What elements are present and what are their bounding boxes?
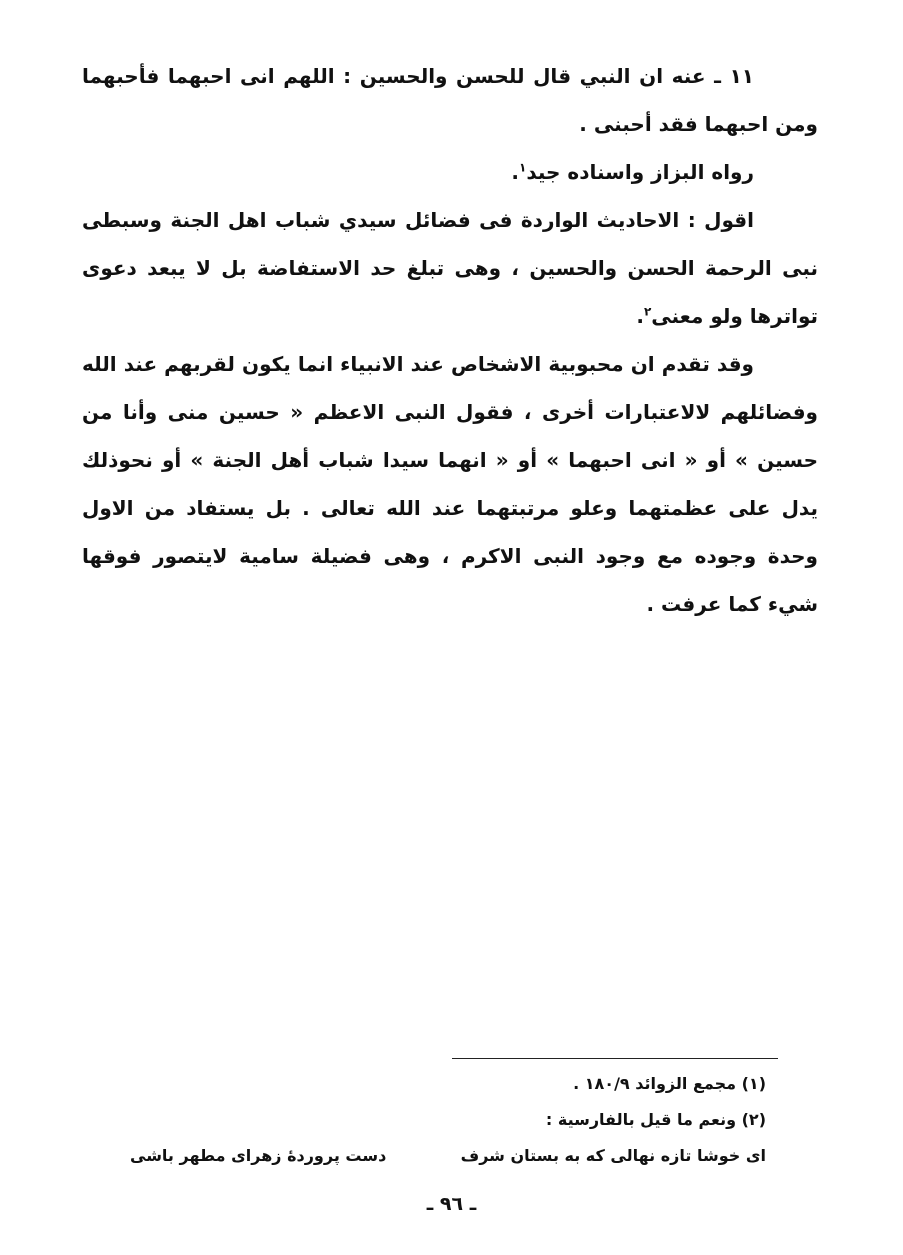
footnotes — [130, 1066, 766, 1174]
persian-verse — [130, 1138, 766, 1174]
verse-first-hemistich: اى خوشا تازه نهالى كه به بستان شرف — [460, 1146, 766, 1165]
narration-paragraph — [82, 148, 818, 196]
discussion-paragraph — [82, 340, 818, 628]
footnote-divider — [452, 1058, 778, 1059]
footnote-2: (٢) ونعم ما قيل بالفارسية : — [545, 1110, 766, 1129]
footnote-1: (١) مجمع الزوائد ١٨٠/٩ . — [573, 1074, 766, 1093]
hadith-text: ١١ ـ عنه ان النبي قال للحسن والحسين : اللهم انى احبهما فأحبهما ومن احبهما فقد أحبنى . — [82, 64, 818, 136]
footnote-marker-1[interactable]: ١ — [519, 160, 527, 175]
commentary-paragraph — [82, 196, 818, 340]
commentary-text: اقول : الاحاديث الواردة فى فضائل سيدي شباب اهل الجنة وسبطى نبى الرحمة الحسن والحسين ، وهى تبلغ حد الاستفاضة بل لا يبعد دعوى تواترها ولو معنى — [82, 208, 818, 328]
discussion-text: وقد تقدم ان محبوبية الاشخاص عند الانبياء انما يكون لقربهم عند الله وفضائلهم لالاعتبارات أخرى ، فقول النبى الاعظم « حسين منى وأنا من حسين » أو « انى احبهما » أو « انهما سيدا شباب أهل الجنة » أو نحوذلك يدل على عظمتهما وعلو مرتبتهما عند الله تعالى . بل يستفاد من الاول وحدة وجوده مع وجود النبى الاكرم ، وهى فضيلة سامية لايتصور فوقها شيء كما عرفت . — [82, 352, 818, 616]
page-number: ـ ٩٦ ـ — [426, 1193, 477, 1215]
verse-second-hemistich: دست پروردهٔ زهراى مطهر باشى — [130, 1146, 387, 1165]
main-text — [82, 52, 818, 628]
footnote-marker-2[interactable]: ٢ — [643, 304, 652, 319]
hadith-paragraph — [82, 52, 818, 148]
narration-text: رواه البزاز واسناده جيد — [526, 160, 754, 184]
narration-end: . — [511, 160, 519, 184]
commentary-end: . — [636, 304, 644, 328]
